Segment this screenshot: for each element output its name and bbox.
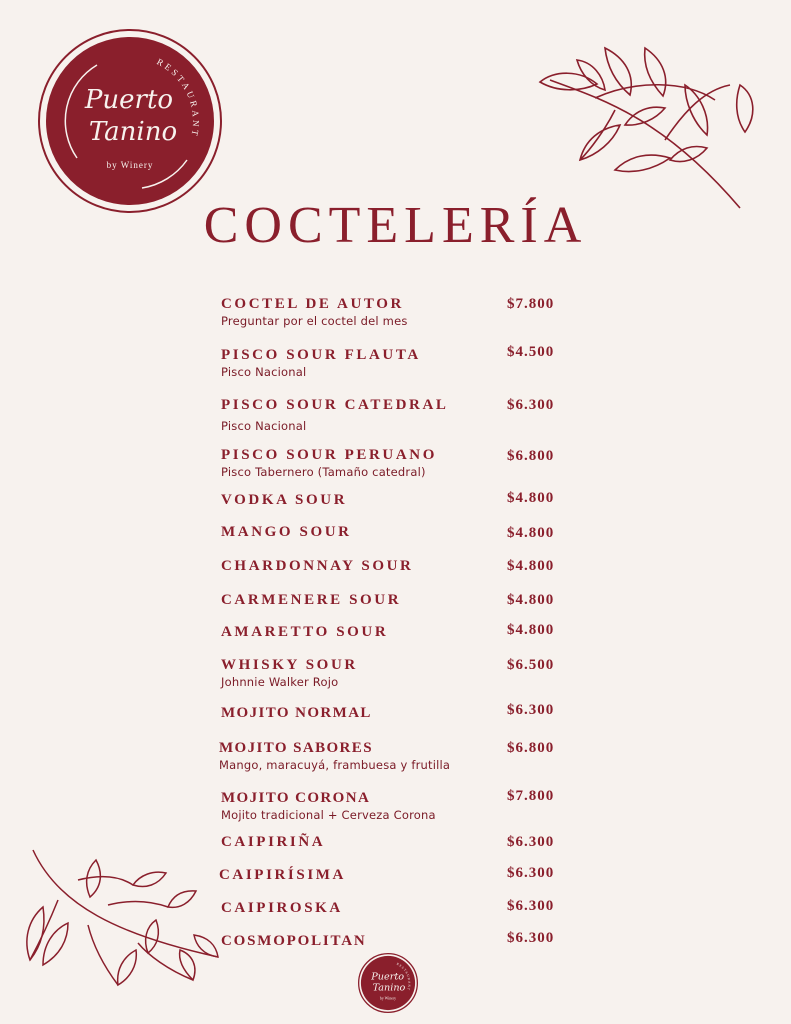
- menu-item-name: MOJITO SABORES: [219, 740, 373, 756]
- menu-item-name: PISCO SOUR CATEDRAL: [221, 397, 449, 413]
- menu-item-price: $4.800: [507, 558, 555, 574]
- menu-item-price: $6.500: [507, 657, 555, 673]
- leaf-branch-decoration: [535, 40, 765, 220]
- menu-item-price: $6.800: [507, 740, 555, 756]
- menu-item-description: Mango, maracuyá, frambuesa y frutilla: [219, 758, 451, 772]
- menu-item-description: Johnnie Walker Rojo: [221, 675, 339, 689]
- menu-item-name: PISCO SOUR FLAUTA: [221, 347, 421, 363]
- logo-arc-text: RESTAURANT: [155, 56, 202, 140]
- footer-logo-name-line2: Tanino: [372, 982, 406, 994]
- menu-item-name: PISCO SOUR PERUANO: [221, 447, 437, 463]
- menu-item-price: $6.300: [507, 898, 555, 914]
- menu-item-price: $4.500: [507, 344, 555, 360]
- page-title: COCTELERÍA: [203, 197, 588, 254]
- menu-item-description: Mojito tradicional + Cerveza Corona: [221, 808, 436, 822]
- menu-item-description: Pisco Nacional: [221, 419, 307, 433]
- menu-item-price: $7.800: [507, 788, 555, 804]
- menu-item-name: MOJITO NORMAL: [221, 705, 372, 721]
- menu-item-name: CAIPIROSKA: [221, 900, 343, 916]
- menu-item-name: AMARETTO SOUR: [221, 624, 389, 640]
- menu-item-name: CARMENERE SOUR: [221, 592, 402, 608]
- menu-item-description: Preguntar por el coctel del mes: [221, 314, 408, 328]
- menu-item-price: $4.800: [507, 525, 555, 541]
- footer-logo-tagline: by Winery: [379, 996, 397, 1001]
- menu-item-description: Pisco Tabernero (Tamaño catedral): [221, 465, 426, 479]
- logo-name-line2: Tanino: [88, 117, 178, 147]
- menu-item-name: VODKA SOUR: [221, 492, 348, 508]
- leaf-branch-decoration: [18, 845, 223, 1000]
- logo-name-line1: Puerto: [84, 85, 174, 115]
- menu-item-price: $6.300: [507, 865, 555, 881]
- menu-item-name: CHARDONNAY SOUR: [221, 558, 414, 574]
- menu-item-name: CAIPIRÍSIMA: [219, 867, 346, 883]
- restaurant-logo: [37, 28, 223, 214]
- menu-item-price: $6.300: [507, 702, 555, 718]
- menu-item-name: COSMOPOLITAN: [221, 933, 367, 949]
- menu-item-price: $6.300: [507, 930, 555, 946]
- footer-logo-arc-text: RESTAURANT: [395, 961, 412, 992]
- menu-item-name: MANGO SOUR: [221, 524, 352, 540]
- menu-item-description: Pisco Nacional: [221, 365, 307, 379]
- logo-tagline: by Winery: [106, 160, 154, 170]
- menu-item-name: MOJITO CORONA: [221, 790, 371, 806]
- menu-item-price: $4.800: [507, 622, 555, 638]
- menu-item-price: $6.300: [507, 834, 555, 850]
- footer-logo: [358, 953, 418, 1013]
- menu-item-price: $4.800: [507, 490, 555, 506]
- footer-logo-name-line1: Puerto: [371, 971, 405, 983]
- menu-item-price: $6.300: [507, 397, 555, 413]
- menu-item-name: COCTEL DE AUTOR: [221, 296, 404, 312]
- menu-item-price: $4.800: [507, 592, 555, 608]
- menu-item-name: WHISKY SOUR: [221, 657, 358, 673]
- menu-item-name: CAIPIRIÑA: [221, 834, 326, 850]
- menu-item-price: $6.800: [507, 448, 555, 464]
- menu-item-price: $7.800: [507, 296, 555, 312]
